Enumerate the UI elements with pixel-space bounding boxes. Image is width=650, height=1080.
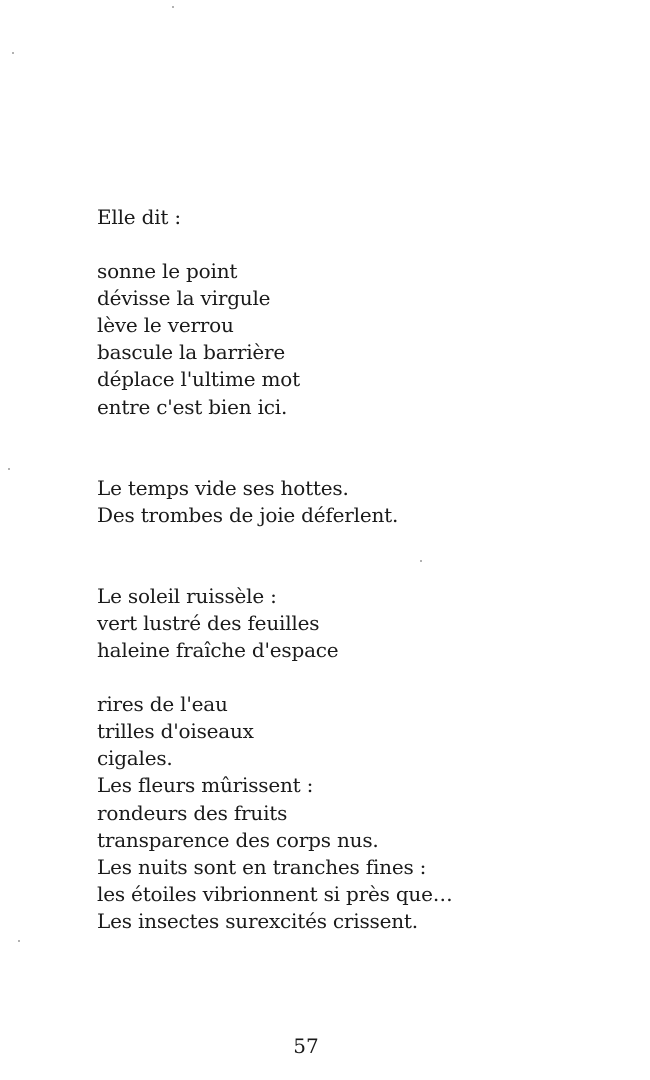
- poem-line: rondeurs des fruits: [97, 800, 288, 825]
- poem-line: Des trombes de joie déferlent.: [97, 502, 399, 527]
- scan-speck: [18, 940, 20, 942]
- poem-line: les étoiles vibrionnent si près que…: [97, 881, 453, 906]
- poem-line: transparence des corps nus.: [97, 827, 379, 852]
- stanza-3: [97, 583, 617, 664]
- stanza-break: [97, 421, 617, 475]
- poem-line: Les nuits sont en tranches fines :: [97, 854, 427, 879]
- page-number: 57: [293, 1034, 319, 1058]
- poem-line: lève le verrou: [97, 313, 234, 338]
- poem-line: Les insectes surexcités crissent.: [97, 908, 418, 933]
- poem-line: entre c'est bien ici.: [97, 394, 288, 419]
- poem: [97, 204, 617, 935]
- poem-line: cigales.: [97, 746, 173, 771]
- poem-intro: Elle dit :: [97, 205, 181, 229]
- poem-line: Le soleil ruissèle :: [97, 583, 277, 608]
- poem-line: trilles d'oiseaux: [97, 719, 254, 744]
- stanza-break: [97, 664, 617, 691]
- poem-line: bascule la barrière: [97, 340, 286, 365]
- poem-line: Le temps vide ses hottes.: [97, 475, 349, 500]
- stanza-break: [97, 529, 617, 583]
- poem-line: haleine fraîche d'espace: [97, 638, 339, 663]
- poem-line: dévisse la virgule: [97, 286, 271, 311]
- poem-line: sonne le point: [97, 259, 238, 284]
- poem-line: rires de l'eau: [97, 692, 228, 717]
- scan-speck: [12, 52, 14, 54]
- poem-line: Les fleurs mûrissent :: [97, 773, 314, 798]
- scan-speck: [8, 468, 10, 470]
- stanza-1: [97, 258, 617, 421]
- scan-speck: [172, 6, 174, 8]
- poem-line: déplace l'ultime mot: [97, 367, 300, 392]
- stanza-2: [97, 475, 617, 529]
- stanza-4: [97, 691, 617, 935]
- poem-line: vert lustré des feuilles: [97, 610, 320, 635]
- stanza-break: [97, 231, 617, 258]
